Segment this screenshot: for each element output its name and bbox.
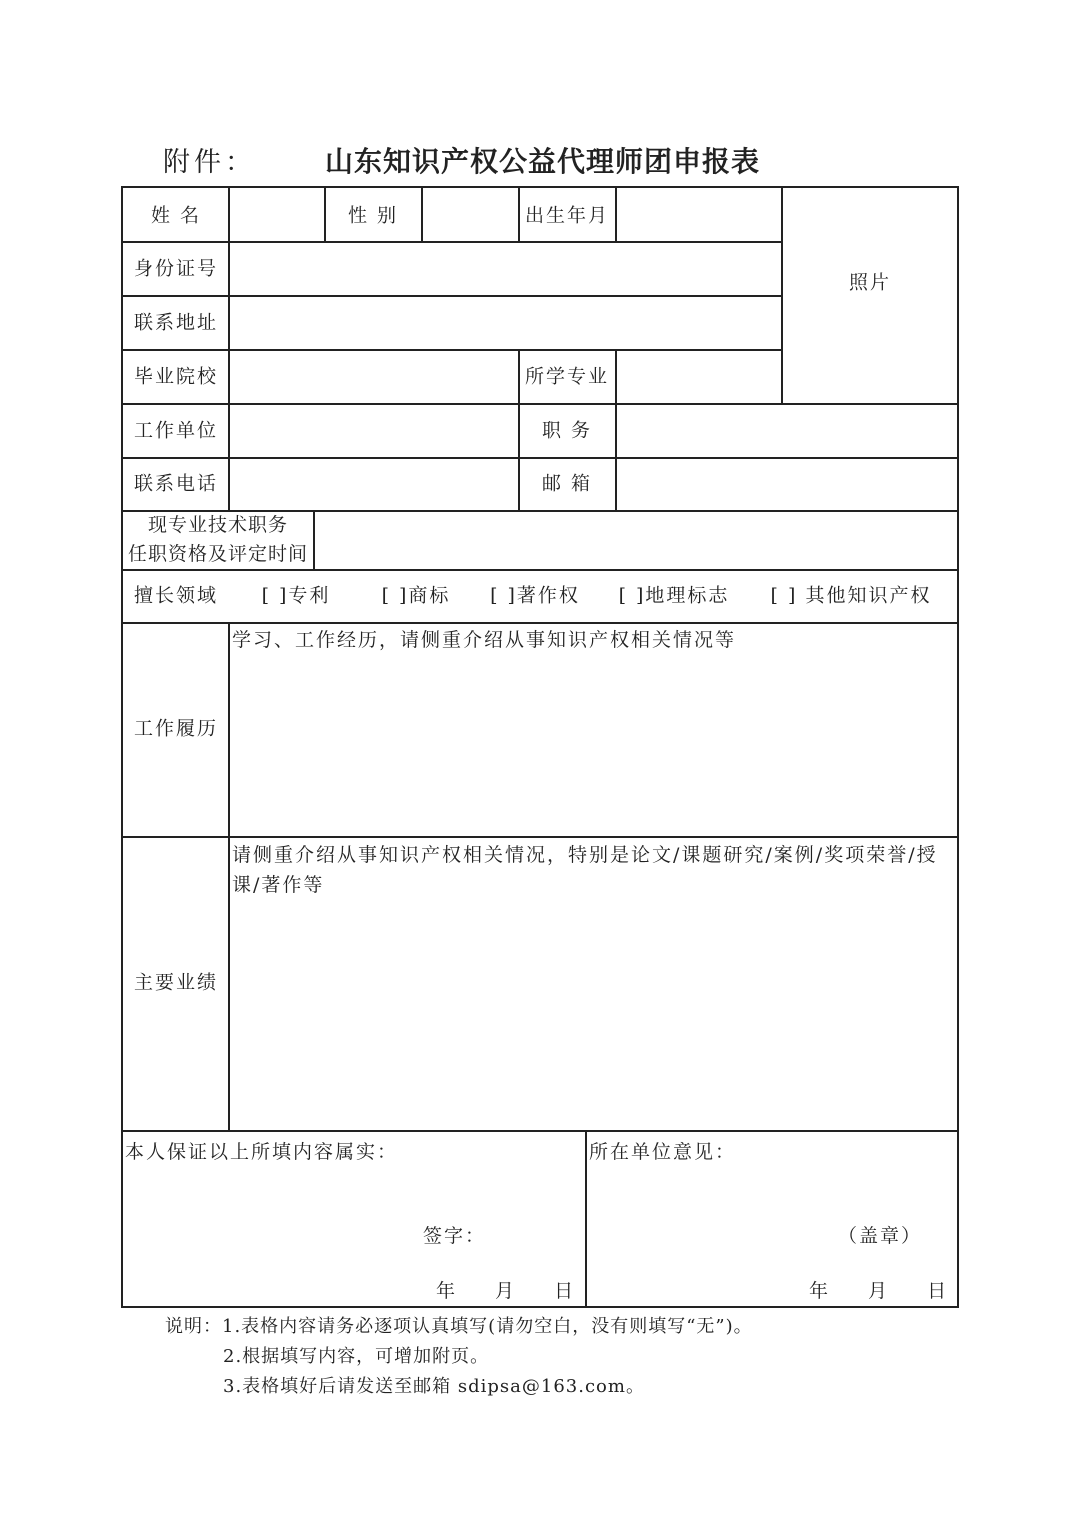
label-employer: 工作单位	[133, 419, 219, 442]
option-other-ip[interactable]: [ ] 其他知识产权	[770, 584, 932, 607]
label-position: 职 务	[541, 419, 593, 442]
signature-label: 签字：	[423, 1225, 487, 1247]
label-address: 联系地址	[133, 311, 219, 334]
form-title: 山东知识产权公益代理师团申报表	[325, 145, 761, 178]
note-2: 2.根据填写内容，可增加附页。	[223, 1346, 490, 1367]
label-email: 邮 箱	[541, 472, 593, 495]
option-trademark[interactable]: [ ]商标	[381, 584, 451, 607]
attachment-label: 附件：	[163, 147, 256, 178]
label-name: 姓 名	[150, 204, 202, 227]
option-copyright[interactable]: [ ]著作权	[490, 584, 580, 607]
achievements-hint: 请侧重介绍从事知识产权相关情况，特别是论文/课题研究/案例/奖项荣誉/授课/著作等	[232, 844, 938, 896]
label-gender: 性 别	[347, 204, 399, 227]
option-geographical-indication[interactable]: [ ]地理标志	[618, 584, 730, 607]
label-resume: 工作履历	[133, 717, 219, 740]
note-3: 3.表格填好后请发送至邮箱 sdipsa@163.com。	[223, 1376, 645, 1397]
notes	[165, 1312, 753, 1402]
option-patent[interactable]: [ ]专利	[261, 584, 331, 607]
label-major: 所学专业	[524, 365, 610, 388]
label-professional-title: 现专业技术职务 任职资格及评定时间	[127, 514, 309, 565]
photo-box: 照片	[848, 271, 892, 294]
application-form	[121, 186, 959, 1308]
signature-date: 年 月 日	[436, 1280, 576, 1302]
unit-opinion-label: 所在单位意见：	[589, 1141, 737, 1163]
label-birth: 出生年月	[524, 204, 610, 227]
label-phone: 联系电话	[133, 472, 219, 495]
label-expertise: 擅长领域	[133, 584, 219, 607]
label-achievements: 主要业绩	[133, 971, 219, 994]
label-school: 毕业院校	[133, 365, 219, 388]
seal-label: （盖章）	[838, 1225, 923, 1247]
resume-hint: 学习、工作经历，请侧重介绍从事知识产权相关情况等	[232, 629, 737, 651]
label-id-number: 身份证号	[133, 257, 219, 280]
unit-date: 年 月 日	[809, 1280, 949, 1302]
pledge-text: 本人保证以上所填内容属实：	[125, 1141, 399, 1163]
note-1: 说明：1.表格内容请务必逐项认真填写(请勿空白，没有则填写“无”)。	[165, 1316, 753, 1337]
